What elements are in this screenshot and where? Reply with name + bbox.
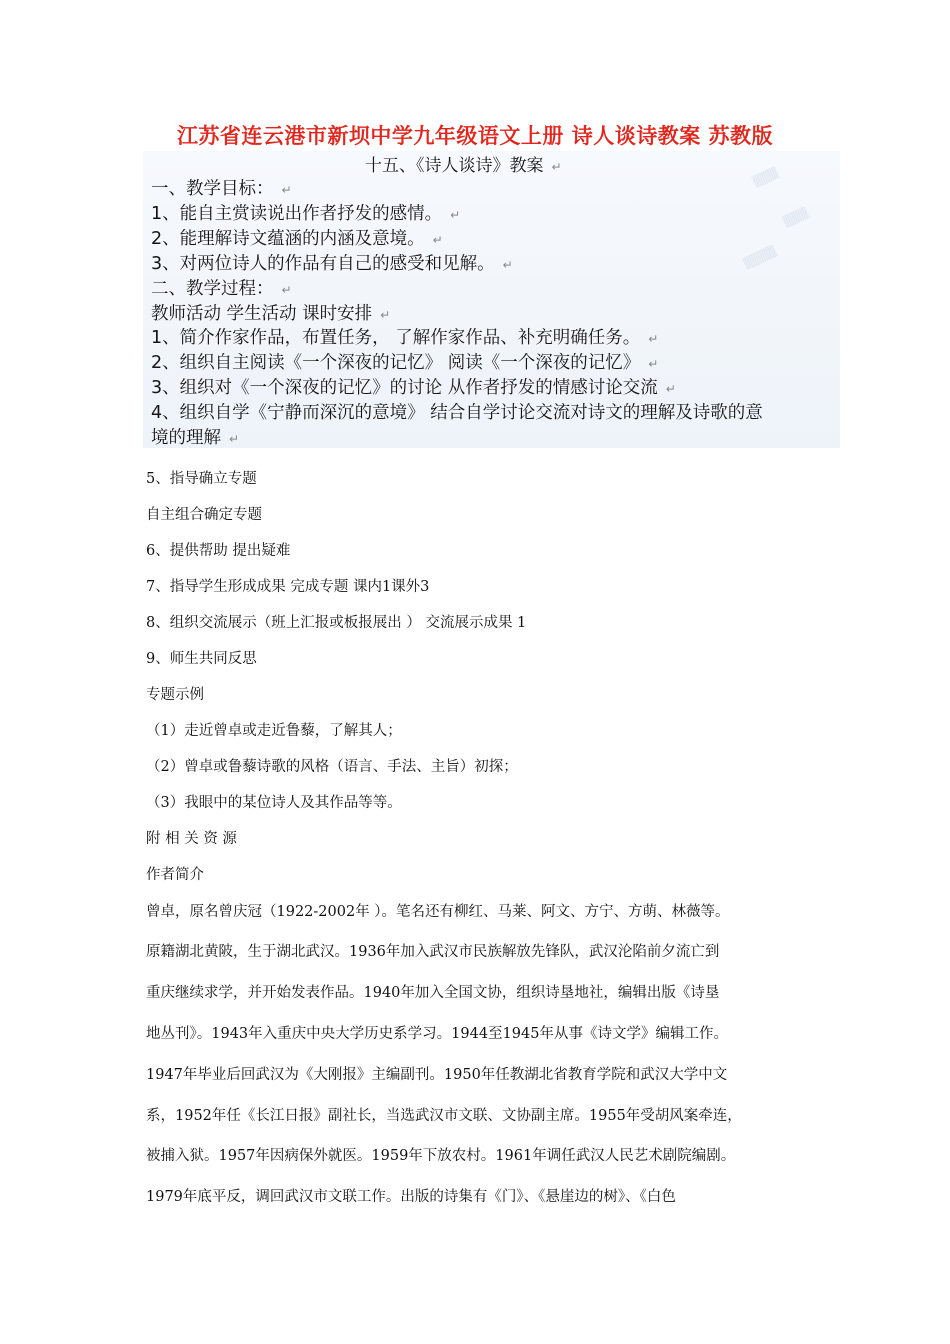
body-line: 7、指导学生形成成果 完成专题 课内1课外3: [146, 579, 430, 595]
scan-line: 教师活动 学生活动 课时安排 ↵: [151, 304, 391, 324]
scan-line: 2、组织自主阅读《一个深夜的记忆》 阅读《一个深夜的记忆》 ↵: [151, 353, 659, 373]
bio-line: 地丛刊》。1943年入重庆中央大学历史系学习。1944至1945年从事《诗文学》编辑工作。: [146, 1026, 728, 1042]
scan-line: 3、组织对《一个深夜的记忆》的讨论 从作者抒发的情感讨论交流 ↵: [151, 378, 676, 398]
body-line: 6、提供帮助 提出疑难: [146, 543, 291, 559]
bio-line: 重庆继续求学，并开始发表作品。1940年加入全国文协，组织诗垦地社，编辑出版《诗垦: [146, 985, 720, 1001]
section-heading: 附 相 关 资 源: [146, 831, 237, 847]
body-line: 自主组合确定专题: [146, 507, 262, 523]
scan-watermark: ▒▒▒: [751, 166, 780, 189]
lesson-subtitle: 十五、《诗人谈诗》教案 ↵: [365, 156, 562, 176]
body-line: （1）走近曾卓或走近鲁藜，了解其人；: [146, 723, 402, 739]
scan-line: 3、对两位诗人的作品有自己的感受和见解。 ↵: [151, 254, 513, 274]
bio-line: 被捕入狱。1957年因病保外就医。1959年下放农村。1961年调任武汉人民艺术剧院编剧。: [146, 1148, 736, 1164]
section-heading: 作者简介: [146, 867, 204, 883]
bio-line: 原籍湖北黄陂，生于湖北武汉。1936年加入武汉市民族解放先锋队，武汉沦陷前夕流亡到: [146, 944, 720, 960]
document-title: 江苏省连云港市新坝中学九年级语文上册 诗人谈诗教案 苏教版: [176, 124, 774, 148]
scan-watermark: ▒▒▒▒: [741, 244, 779, 271]
scan-line: 二、教学过程： ↵: [151, 279, 292, 299]
scanned-lesson-plan-image: [143, 151, 840, 448]
scan-line: 1、简介作家作品，布置任务， 了解作家作品、补充明确任务。 ↵: [151, 328, 659, 348]
bio-line: 系，1952年任《长江日报》副社长，当选武汉市文联、文协副主席。1955年受胡风案牵连，: [146, 1108, 742, 1124]
bio-line: 1947年毕业后回武汉为《大刚报》主编副刊。1950年任教湖北省教育学院和武汉大学中文: [146, 1067, 728, 1083]
body-line: 8、组织交流展示（班上汇报或板报展出 ） 交流展示成果 1: [146, 615, 527, 631]
bio-line: 1979年底平反，调回武汉市文联工作。出版的诗集有《门》、《悬崖边的树》、《白色: [146, 1189, 676, 1205]
scan-line: 境的理解 ↵: [151, 428, 240, 448]
scan-watermark: ▒▒▒: [781, 206, 810, 229]
scan-line: 2、能理解诗文蕴涵的内涵及意境。 ↵: [151, 229, 443, 249]
section-heading: 专题示例: [146, 687, 204, 703]
scan-line: 1、能自主赏读说出作者抒发的感情。 ↵: [151, 204, 461, 224]
bio-line: 曾卓，原名曾庆冠（1922-2002年 ）。笔名还有柳红、马莱、阿文、方宁、方萌、林薇等。: [146, 904, 730, 920]
body-line: （3）我眼中的某位诗人及其作品等等。: [146, 795, 402, 811]
body-line: 9、师生共同反思: [146, 651, 257, 667]
body-line: 5、指导确立专题: [146, 471, 257, 487]
scan-line: 一、教学目标： ↵: [151, 179, 292, 199]
body-line: （2）曾卓或鲁藜诗歌的风格（语言、手法、主旨）初探；: [146, 759, 518, 775]
scan-line: 4、组织自学《宁静而深沉的意境》 结合自学讨论交流对诗文的理解及诗歌的意: [151, 403, 763, 423]
